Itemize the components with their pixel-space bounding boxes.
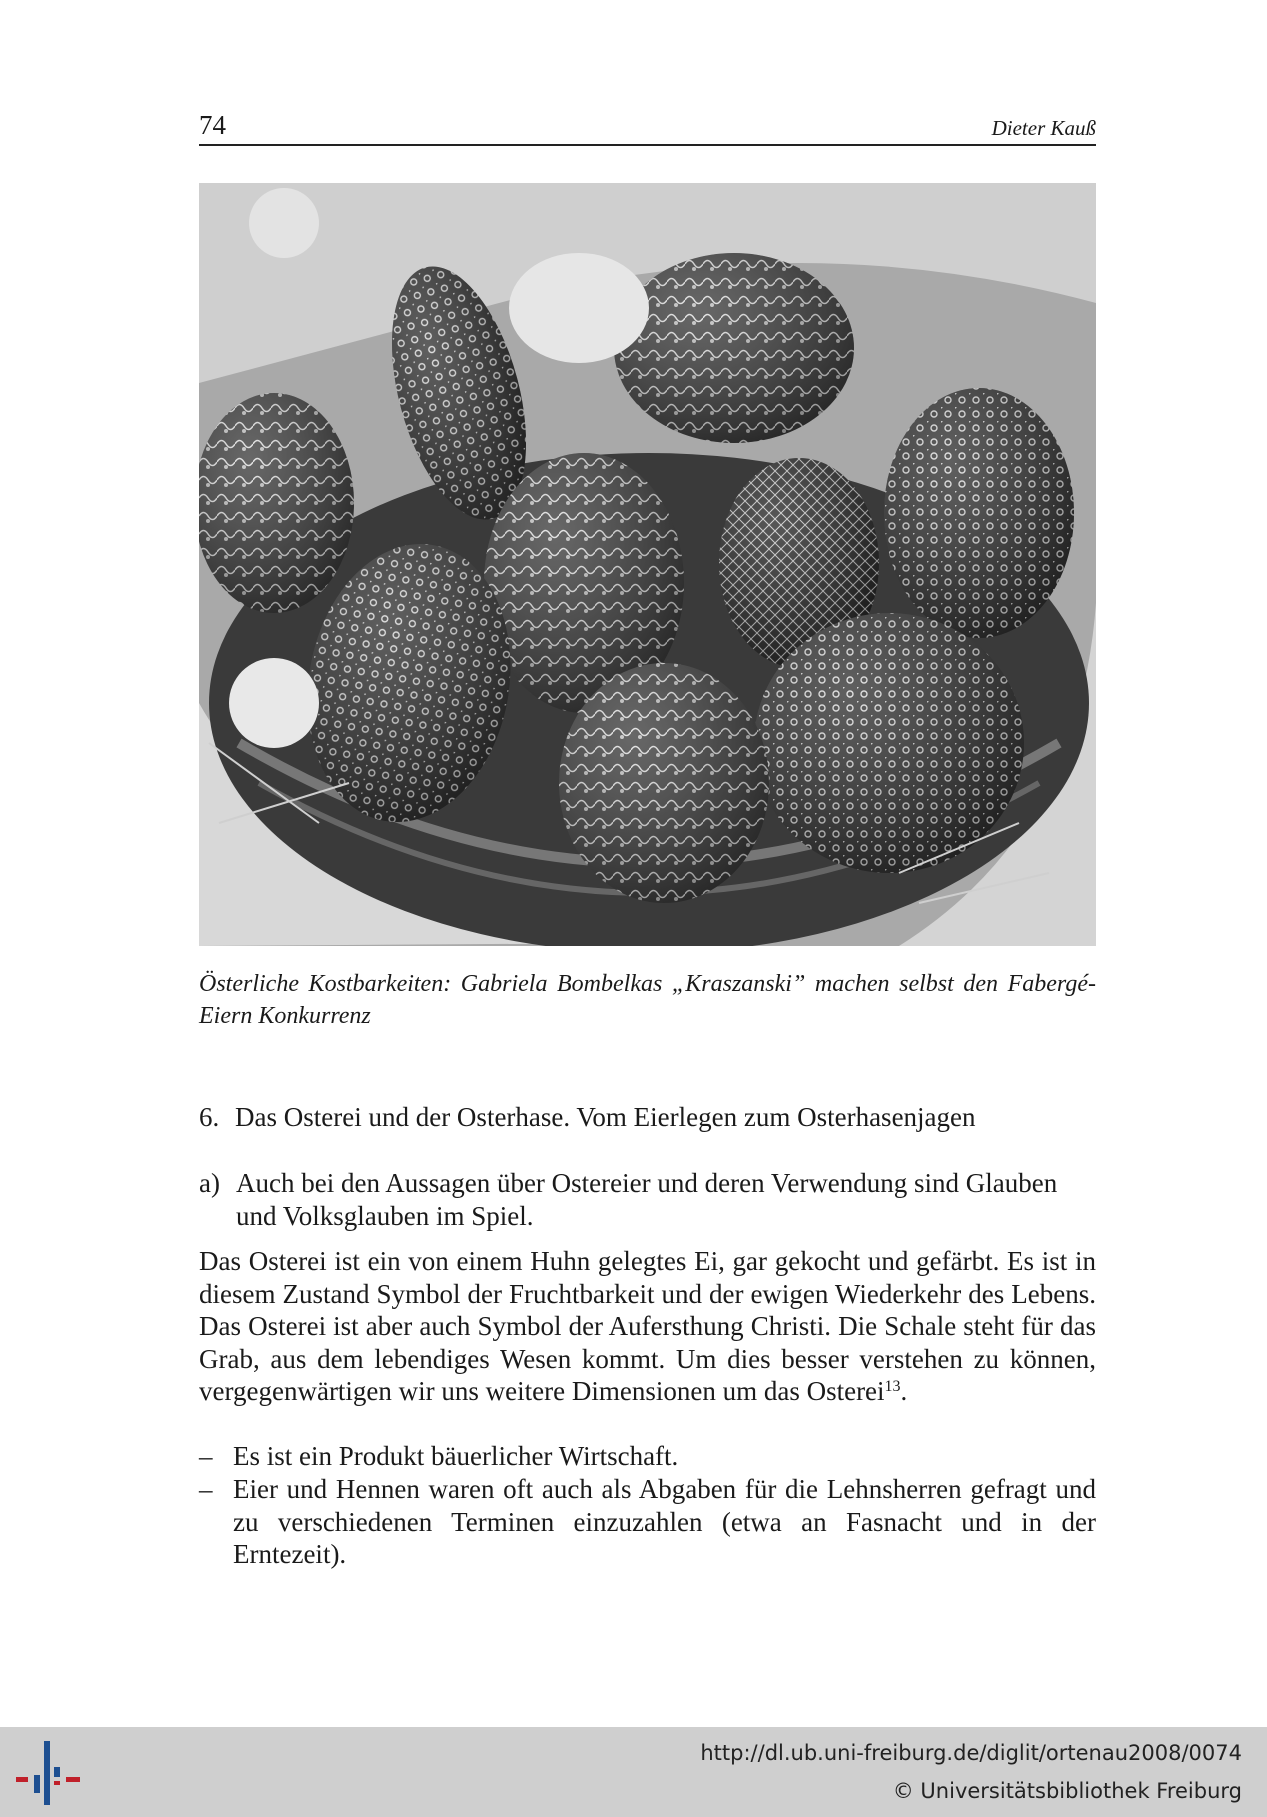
dash-marker: –: [199, 1474, 213, 1504]
running-head-author: Dieter Kauß: [991, 116, 1096, 140]
section-heading: [199, 1102, 976, 1133]
list-item-text: Es ist ein Produkt bäuerlicher Wirtschaft.: [233, 1441, 679, 1471]
section-number: 6.: [199, 1102, 220, 1132]
figure-caption: Österliche Kostbarkeiten: Gabriela Bombelkas „Kraszanski” machen selbst den Fabergé-Eiern Konkurrenz: [199, 971, 1096, 1029]
footnote-reference: 13: [884, 1378, 901, 1395]
footer-url[interactable]: http://dl.ub.uni-freiburg.de/diglit/ortenau2008/0074: [700, 1741, 1242, 1765]
list-item-text: Eier und Hennen waren oft auch als Abgaben für die Lehnsherren gefragt und zu verschiedenen Terminen einzuzahlen (etwa an Fasnacht und in der Erntezeit).: [233, 1474, 1096, 1569]
dash-marker: –: [199, 1441, 213, 1471]
page-number: 74: [199, 110, 226, 140]
footer-bar: [0, 1727, 1267, 1817]
paragraph-text: Das Osterei ist ein von einem Huhn gelegtes Ei, gar gekocht und gefärbt. Es ist in diesem Zustand Symbol der Fruchtbarkeit und der ewigen Wiederkehr des Lebens. Das Osterei ist aber auch Symbol der Aufersthung Christi. Die Schale steht für das Grab, aus dem lebendiges Wesen kommt. Um dies besser verstehen zu können, vergegenwärtigen wir uns weitere Dimensionen um das Osterei: [199, 1246, 1096, 1406]
list-item: [199, 1440, 1096, 1473]
library-logo-icon: [16, 1741, 80, 1805]
easter-eggs-photo: [199, 183, 1096, 946]
section-title: Das Osterei und der Osterhase. Vom Eierlegen zum Osterhasenjagen: [235, 1102, 976, 1132]
header-rule: [199, 144, 1096, 146]
footer-copyright: © Universitätsbibliothek Freiburg: [892, 1779, 1242, 1803]
body-paragraph: [199, 1245, 1096, 1408]
subsection-text: Auch bei den Aussagen über Ostereier und deren Verwendung sind Glauben und Volksglauben im Spiel.: [236, 1168, 1058, 1231]
paragraph-end: .: [900, 1376, 908, 1406]
subsection: [199, 1167, 1096, 1233]
list-item: [199, 1473, 1096, 1571]
subsection-marker: a): [199, 1168, 220, 1198]
